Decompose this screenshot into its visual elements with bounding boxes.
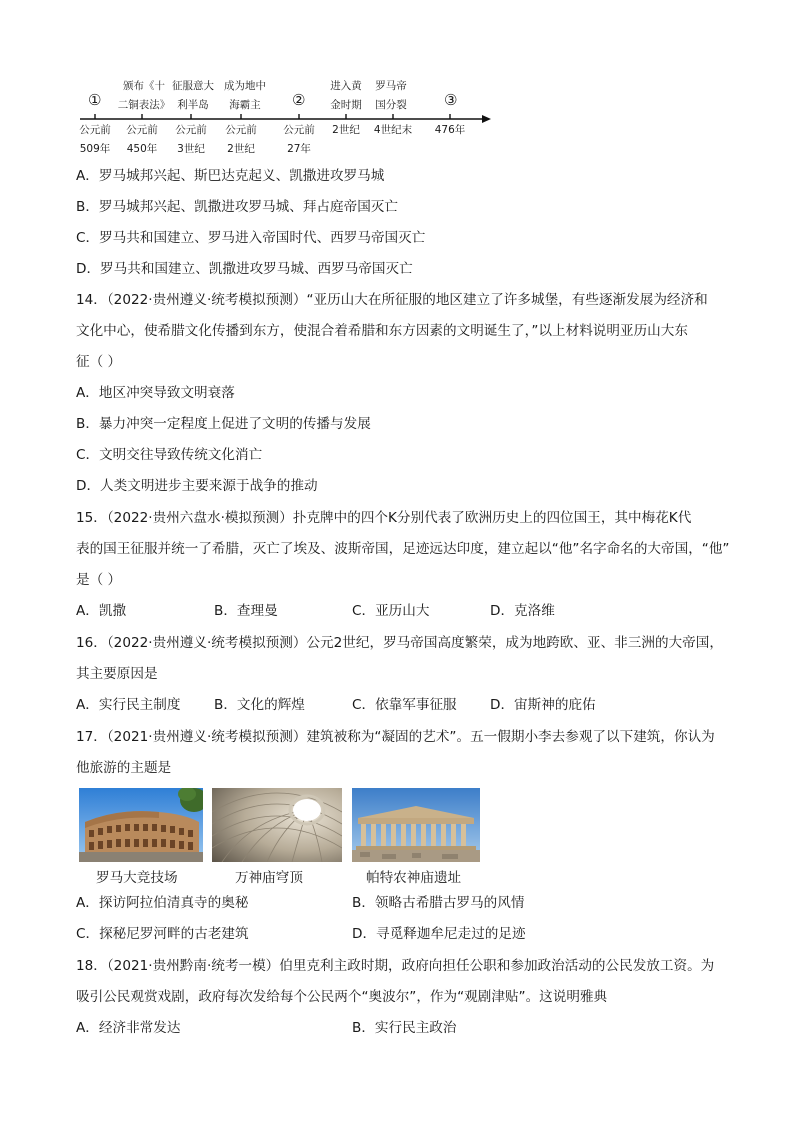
colosseum-image bbox=[79, 788, 203, 862]
q18-option-a: A．经济非常发达 bbox=[76, 1020, 181, 1036]
q14-option-d: D．人类文明进步主要来源于战争的推动 bbox=[76, 478, 318, 494]
timeline-date: 4世纪末 bbox=[373, 124, 413, 136]
q15-stem: 是（ ） bbox=[76, 572, 122, 588]
q14-stem: 文化中心，使希腊文化传播到东方，使混合着希腊和东方因素的文明诞生了，”以上材料说明亚历山大东 bbox=[76, 323, 688, 339]
q16-option-c: C．依靠军事征服 bbox=[352, 697, 457, 713]
pantheon-dome-image bbox=[212, 788, 342, 862]
q13-option-c: C．罗马共和国建立、罗马进入帝国时代、西罗马帝国灭亡 bbox=[76, 230, 426, 246]
q14-option-a: A．地区冲突导致文明衰落 bbox=[76, 385, 235, 401]
q17-stem: 他旅游的主题是 bbox=[76, 760, 172, 776]
parthenon-image bbox=[352, 788, 480, 862]
q13-option-d: D．罗马共和国建立、凯撒进攻罗马城、西罗马帝国灭亡 bbox=[76, 261, 413, 277]
q16-stem: 16．（2022·贵州遵义·统考模拟预测）公元2世纪，罗马帝国高度繁荣，成为地跨欧、亚、非三洲的大帝国， bbox=[76, 635, 723, 651]
q18-stem: 吸引公民观赏戏剧，政府每次发给每个公民两个“奥波尔”，作为“观剧津贴”。这说明雅典 bbox=[76, 989, 608, 1005]
q15-option-a: A．凯撒 bbox=[76, 603, 127, 619]
timeline-marker-2: ② bbox=[292, 91, 306, 109]
timeline-date: 公元前 3世纪 bbox=[175, 124, 207, 155]
q15-stem: 15．（2022·贵州六盘水·模拟预测）扑克牌中的四个K分别代表了欧洲历史上的四位国王，其中梅花K代 bbox=[76, 510, 692, 526]
timeline-date: 476年 bbox=[434, 124, 466, 136]
q16-option-a: A．实行民主制度 bbox=[76, 697, 181, 713]
q18-option-b: B．实行民主政治 bbox=[352, 1020, 457, 1036]
q13-option-a: A．罗马城邦兴起、斯巴达克起义、凯撒进攻罗马城 bbox=[76, 168, 385, 184]
timeline-event: 征服意大 利半岛 bbox=[172, 80, 214, 111]
caption-parthenon: 帕特农神庙遗址 bbox=[366, 870, 462, 886]
timeline-event: 进入黄 金时期 bbox=[330, 80, 362, 111]
q17-option-d: D．寻觅释迦牟尼走过的足迹 bbox=[352, 926, 526, 942]
timeline-date: 公元前 2世纪 bbox=[225, 124, 257, 155]
q16-option-d: D．宙斯神的庇佑 bbox=[490, 697, 596, 713]
q13-option-b: B．罗马城邦兴起、凯撒进攻罗马城、拜占庭帝国灭亡 bbox=[76, 199, 398, 215]
caption-pantheon: 万神庙穹顶 bbox=[235, 870, 303, 886]
q15-option-c: C．亚历山大 bbox=[352, 603, 430, 619]
timeline-event: 罗马帝 国分裂 bbox=[375, 80, 407, 111]
q14-stem: 14．（2022·贵州遵义·统考模拟预测）“亚历山大在所征服的地区建立了许多城堡，有些逐渐发展为经济和 bbox=[76, 292, 708, 308]
timeline-event: 颁布《十 二铜表法》 bbox=[117, 80, 171, 111]
q15-stem: 表的国王征服并统一了希腊，灭亡了埃及、波斯帝国，足迹远达印度，建立起以“他”名字命名的大帝国，“他” bbox=[76, 541, 730, 557]
timeline-date: 公元前 509年 bbox=[79, 124, 111, 155]
timeline-date: 2世纪 bbox=[332, 124, 360, 136]
q14-option-b: B．暴力冲突一定程度上促进了文明的传播与发展 bbox=[76, 416, 371, 432]
q16-option-b: B．文化的辉煌 bbox=[214, 697, 305, 713]
q17-stem: 17．（2021·贵州遵义·统考模拟预测）建筑被称为“凝固的艺术”。五一假期小李去参观了以下建筑，你认为 bbox=[76, 729, 715, 745]
q15-option-d: D．克洛维 bbox=[490, 603, 555, 619]
q16-stem: 其主要原因是 bbox=[76, 666, 158, 682]
q18-stem: 18．（2021·贵州黔南·统考一模）伯里克利主政时期，政府向担任公职和参加政治活动的公民发放工资。为 bbox=[76, 958, 715, 974]
timeline-event: 成为地中 海霸主 bbox=[224, 80, 266, 111]
timeline-date: 公元前 450年 bbox=[126, 124, 158, 155]
timeline-date: 公元前 27年 bbox=[283, 124, 315, 155]
q14-stem: 征（ ） bbox=[76, 354, 122, 370]
q14-option-c: C．文明交往导致传统文化消亡 bbox=[76, 447, 263, 463]
q17-option-b: B．领略古希腊古罗马的风情 bbox=[352, 895, 525, 911]
timeline-marker-1: ① bbox=[88, 91, 102, 109]
timeline-marker-3: ③ bbox=[444, 91, 458, 109]
q17-option-c: C．探秘尼罗河畔的古老建筑 bbox=[76, 926, 249, 942]
q15-option-b: B．查理曼 bbox=[214, 603, 278, 619]
caption-colosseum: 罗马大竞技场 bbox=[96, 870, 178, 886]
q17-option-a: A．探访阿拉伯清真寺的奥秘 bbox=[76, 895, 249, 911]
